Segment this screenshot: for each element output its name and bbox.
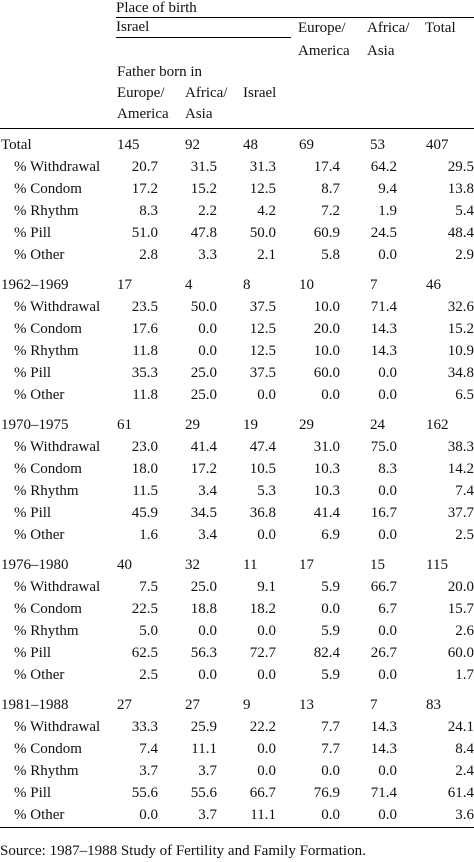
value-cell: 48.4 — [447, 225, 474, 241]
value-cell: 0.0 — [198, 667, 217, 683]
value-cell: 22.2 — [249, 719, 276, 735]
value-cell: 75.0 — [370, 439, 397, 455]
value-cell: 17.6 — [131, 321, 158, 337]
count-cell: 15 — [370, 557, 385, 573]
value-cell: 0.0 — [378, 807, 397, 823]
row-label: % Rhythm — [14, 623, 79, 639]
value-cell: 41.4 — [190, 439, 217, 455]
row-label: % Other — [14, 527, 65, 543]
header-top-europe-2: America — [298, 43, 350, 59]
value-cell: 76.9 — [313, 785, 340, 801]
value-cell: 0.0 — [257, 623, 276, 639]
value-cell: 7.5 — [139, 579, 158, 595]
value-cell: 71.4 — [370, 299, 397, 315]
value-cell: 0.0 — [378, 387, 397, 403]
value-cell: 16.7 — [370, 505, 397, 521]
value-cell: 20.7 — [131, 159, 158, 175]
value-cell: 0.0 — [378, 623, 397, 639]
count-cell: 17 — [117, 277, 132, 293]
count-cell: 4 — [185, 277, 193, 293]
count-cell: 407 — [426, 137, 449, 153]
count-cell: 92 — [185, 137, 200, 153]
value-cell: 7.2 — [321, 203, 340, 219]
value-cell: 10.5 — [249, 461, 276, 477]
count-cell: 19 — [243, 417, 258, 433]
value-cell: 0.0 — [378, 483, 397, 499]
header-top-europe-1: Europe/ — [298, 20, 346, 36]
value-cell: 32.6 — [447, 299, 474, 315]
value-cell: 0.0 — [378, 763, 397, 779]
value-cell: 25.0 — [190, 365, 217, 381]
value-cell: 0.0 — [198, 321, 217, 337]
count-cell: 162 — [426, 417, 449, 433]
value-cell: 47.4 — [249, 439, 276, 455]
header-place-of-birth: Place of birth — [116, 0, 197, 16]
value-cell: 14.2 — [447, 461, 474, 477]
header-sub-europe-2: America — [117, 106, 169, 122]
row-label: % Withdrawal — [14, 439, 101, 455]
count-cell: 29 — [299, 417, 314, 433]
value-cell: 2.5 — [139, 667, 158, 683]
value-cell: 34.8 — [447, 365, 474, 381]
row-label: % Rhythm — [14, 763, 79, 779]
rule-table-bottom — [0, 827, 474, 828]
value-cell: 8.7 — [321, 181, 340, 197]
value-cell: 3.4 — [198, 527, 217, 543]
value-cell: 9.1 — [257, 579, 276, 595]
row-label: % Rhythm — [14, 203, 79, 219]
section-label: 1976–1980 — [1, 557, 69, 573]
section-label: 1981–1988 — [1, 697, 69, 713]
rule-israel — [116, 37, 291, 38]
value-cell: 60.9 — [313, 225, 340, 241]
row-label: % Condom — [14, 601, 82, 617]
value-cell: 0.0 — [257, 527, 276, 543]
value-cell: 3.7 — [139, 763, 158, 779]
value-cell: 0.0 — [198, 343, 217, 359]
value-cell: 55.6 — [190, 785, 217, 801]
value-cell: 62.5 — [131, 645, 158, 661]
row-label: % Condom — [14, 321, 82, 337]
value-cell: 1.6 — [139, 527, 158, 543]
value-cell: 17.4 — [313, 159, 340, 175]
value-cell: 0.0 — [378, 667, 397, 683]
value-cell: 22.5 — [131, 601, 158, 617]
value-cell: 37.5 — [249, 299, 276, 315]
section-label: Total — [1, 137, 32, 153]
value-cell: 23.5 — [131, 299, 158, 315]
value-cell: 55.6 — [131, 785, 158, 801]
value-cell: 2.6 — [455, 623, 474, 639]
row-label: % Pill — [14, 785, 52, 801]
value-cell: 0.0 — [378, 365, 397, 381]
value-cell: 2.9 — [455, 247, 474, 263]
count-cell: 27 — [117, 697, 132, 713]
section-label: 1970–1975 — [1, 417, 69, 433]
value-cell: 3.6 — [455, 807, 474, 823]
count-cell: 48 — [243, 137, 258, 153]
value-cell: 31.0 — [313, 439, 340, 455]
count-cell: 8 — [243, 277, 251, 293]
row-label: % Pill — [14, 225, 52, 241]
value-cell: 1.7 — [455, 667, 474, 683]
value-cell: 18.0 — [131, 461, 158, 477]
section-label: 1962–1969 — [1, 277, 69, 293]
value-cell: 0.0 — [198, 623, 217, 639]
value-cell: 41.4 — [313, 505, 340, 521]
value-cell: 3.7 — [198, 807, 217, 823]
value-cell: 33.3 — [131, 719, 158, 735]
value-cell: 12.5 — [249, 343, 276, 359]
value-cell: 15.7 — [447, 601, 474, 617]
value-cell: 51.0 — [131, 225, 158, 241]
value-cell: 0.0 — [257, 763, 276, 779]
count-cell: 7 — [370, 277, 378, 293]
row-label: % Pill — [14, 505, 52, 521]
value-cell: 31.3 — [249, 159, 276, 175]
row-label: % Withdrawal — [14, 579, 101, 595]
value-cell: 0.0 — [257, 387, 276, 403]
value-cell: 50.0 — [190, 299, 217, 315]
value-cell: 6.5 — [455, 387, 474, 403]
value-cell: 18.8 — [190, 601, 217, 617]
value-cell: 24.1 — [447, 719, 474, 735]
value-cell: 5.8 — [321, 247, 340, 263]
row-label: % Withdrawal — [14, 719, 101, 735]
value-cell: 45.9 — [131, 505, 158, 521]
row-label: % Other — [14, 807, 65, 823]
header-sub-africa-2: Asia — [185, 106, 213, 122]
value-cell: 2.1 — [257, 247, 276, 263]
value-cell: 7.4 — [139, 741, 158, 757]
rule-header-bottom — [0, 128, 474, 129]
value-cell: 0.0 — [139, 807, 158, 823]
row-label: % Rhythm — [14, 343, 79, 359]
value-cell: 66.7 — [249, 785, 276, 801]
value-cell: 0.0 — [257, 667, 276, 683]
value-cell: 5.9 — [321, 579, 340, 595]
value-cell: 50.0 — [249, 225, 276, 241]
row-label: % Condom — [14, 741, 82, 757]
value-cell: 34.5 — [190, 505, 217, 521]
value-cell: 82.4 — [313, 645, 340, 661]
count-cell: 46 — [426, 277, 441, 293]
value-cell: 2.5 — [455, 527, 474, 543]
header-sub-israel: Israel — [243, 85, 277, 101]
value-cell: 3.3 — [198, 247, 217, 263]
count-cell: 11 — [243, 557, 258, 573]
value-cell: 14.3 — [370, 719, 397, 735]
value-cell: 38.3 — [447, 439, 474, 455]
row-label: % Other — [14, 387, 65, 403]
header-top-total: Total — [425, 20, 456, 36]
count-cell: 13 — [299, 697, 314, 713]
value-cell: 8.3 — [139, 203, 158, 219]
value-cell: 5.9 — [321, 667, 340, 683]
value-cell: 26.7 — [370, 645, 397, 661]
row-label: % Withdrawal — [14, 299, 101, 315]
value-cell: 47.8 — [190, 225, 217, 241]
value-cell: 18.2 — [249, 601, 276, 617]
count-cell: 145 — [117, 137, 140, 153]
value-cell: 10.9 — [447, 343, 474, 359]
value-cell: 6.7 — [378, 601, 397, 617]
row-label: % Condom — [14, 181, 82, 197]
count-cell: 115 — [426, 557, 448, 573]
value-cell: 10.3 — [313, 461, 340, 477]
value-cell: 0.0 — [321, 807, 340, 823]
value-cell: 1.9 — [378, 203, 397, 219]
value-cell: 37.5 — [249, 365, 276, 381]
value-cell: 11.1 — [191, 741, 217, 757]
value-cell: 5.0 — [139, 623, 158, 639]
value-cell: 37.7 — [447, 505, 474, 521]
count-cell: 40 — [117, 557, 132, 573]
value-cell: 12.5 — [249, 321, 276, 337]
value-cell: 72.7 — [249, 645, 276, 661]
value-cell: 25.0 — [190, 579, 217, 595]
count-cell: 27 — [185, 697, 200, 713]
value-cell: 9.4 — [378, 181, 397, 197]
count-cell: 69 — [299, 137, 314, 153]
value-cell: 8.4 — [455, 741, 474, 757]
row-label: % Condom — [14, 461, 82, 477]
value-cell: 56.3 — [190, 645, 217, 661]
value-cell: 14.3 — [370, 321, 397, 337]
value-cell: 35.3 — [131, 365, 158, 381]
row-label: % Pill — [14, 645, 52, 661]
value-cell: 61.4 — [447, 785, 474, 801]
value-cell: 20.0 — [447, 579, 474, 595]
value-cell: 17.2 — [190, 461, 217, 477]
value-cell: 0.0 — [321, 601, 340, 617]
row-label: % Pill — [14, 365, 52, 381]
value-cell: 25.9 — [190, 719, 217, 735]
header-sub-europe-1: Europe/ — [117, 85, 165, 101]
header-sub-africa-1: Africa/ — [185, 85, 228, 101]
value-cell: 29.5 — [447, 159, 474, 175]
value-cell: 15.2 — [447, 321, 474, 337]
value-cell: 4.2 — [257, 203, 276, 219]
value-cell: 20.0 — [313, 321, 340, 337]
value-cell: 60.0 — [447, 645, 474, 661]
value-cell: 5.3 — [257, 483, 276, 499]
source-note: Source: 1987–1988 Study of Fertility and Family Formation. — [0, 843, 366, 859]
value-cell: 11.8 — [132, 387, 158, 403]
count-cell: 61 — [117, 417, 132, 433]
value-cell: 5.9 — [321, 623, 340, 639]
value-cell: 17.2 — [131, 181, 158, 197]
value-cell: 11.5 — [132, 483, 158, 499]
count-cell: 9 — [243, 697, 251, 713]
count-cell: 24 — [370, 417, 385, 433]
value-cell: 11.1 — [250, 807, 276, 823]
row-label: % Other — [14, 247, 65, 263]
value-cell: 0.0 — [378, 527, 397, 543]
value-cell: 8.3 — [378, 461, 397, 477]
value-cell: 12.5 — [249, 181, 276, 197]
value-cell: 10.0 — [313, 299, 340, 315]
value-cell: 13.8 — [447, 181, 474, 197]
value-cell: 0.0 — [378, 247, 397, 263]
value-cell: 14.3 — [370, 741, 397, 757]
header-top-africa-2: Asia — [367, 43, 395, 59]
value-cell: 14.3 — [370, 343, 397, 359]
value-cell: 60.0 — [313, 365, 340, 381]
count-cell: 83 — [426, 697, 441, 713]
value-cell: 7.7 — [321, 719, 340, 735]
value-cell: 3.7 — [198, 763, 217, 779]
value-cell: 0.0 — [257, 741, 276, 757]
row-label: % Rhythm — [14, 483, 79, 499]
value-cell: 25.0 — [190, 387, 217, 403]
value-cell: 10.0 — [313, 343, 340, 359]
value-cell: 10.3 — [313, 483, 340, 499]
value-cell: 0.0 — [321, 387, 340, 403]
row-label: % Withdrawal — [14, 159, 101, 175]
value-cell: 11.8 — [132, 343, 158, 359]
value-cell: 7.4 — [455, 483, 474, 499]
rule-place-of-birth — [116, 17, 474, 18]
value-cell: 23.0 — [131, 439, 158, 455]
count-cell: 29 — [185, 417, 200, 433]
value-cell: 7.7 — [321, 741, 340, 757]
value-cell: 6.9 — [321, 527, 340, 543]
count-cell: 7 — [370, 697, 378, 713]
header-father-born-in: Father born in — [117, 64, 202, 80]
value-cell: 66.7 — [370, 579, 397, 595]
row-label: % Other — [14, 667, 65, 683]
value-cell: 15.2 — [190, 181, 217, 197]
count-cell: 53 — [370, 137, 385, 153]
value-cell: 0.0 — [321, 763, 340, 779]
value-cell: 31.5 — [190, 159, 217, 175]
count-cell: 17 — [299, 557, 314, 573]
value-cell: 71.4 — [370, 785, 397, 801]
value-cell: 24.5 — [370, 225, 397, 241]
value-cell: 64.2 — [370, 159, 397, 175]
value-cell: 3.4 — [198, 483, 217, 499]
value-cell: 2.4 — [455, 763, 474, 779]
header-israel: Israel — [116, 19, 150, 35]
count-cell: 10 — [299, 277, 314, 293]
header-top-africa-1: Africa/ — [367, 20, 410, 36]
value-cell: 2.2 — [198, 203, 217, 219]
value-cell: 36.8 — [249, 505, 276, 521]
count-cell: 32 — [185, 557, 200, 573]
value-cell: 2.8 — [139, 247, 158, 263]
value-cell: 5.4 — [455, 203, 474, 219]
